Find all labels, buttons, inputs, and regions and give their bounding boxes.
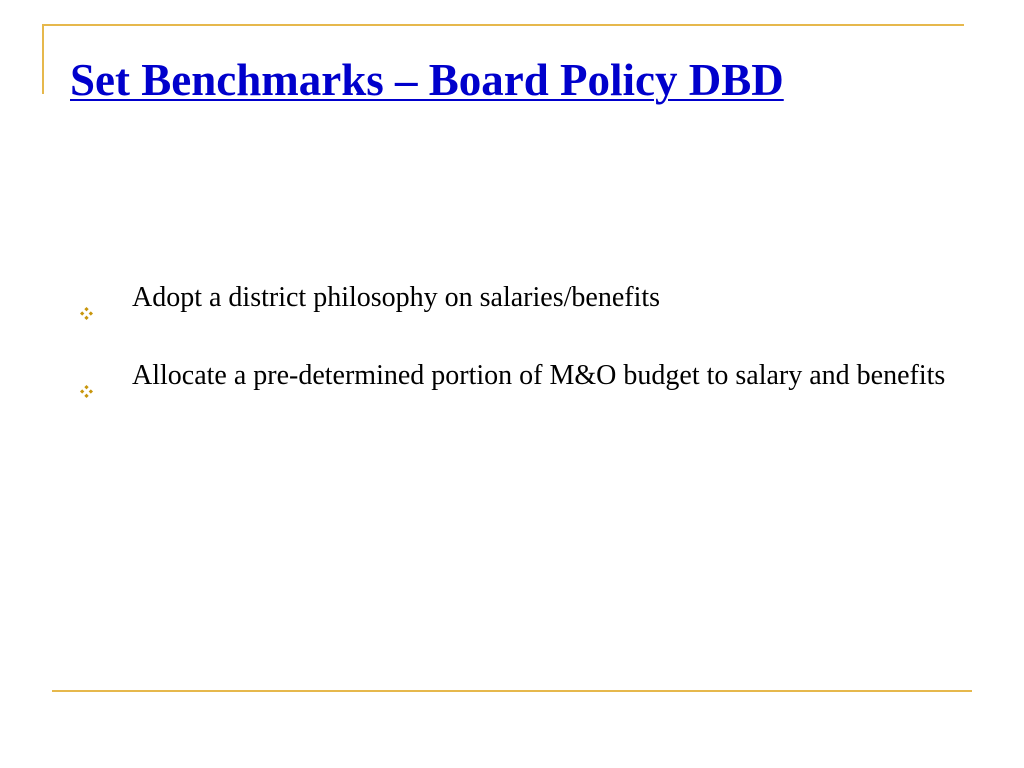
frame-bottom-line — [52, 690, 972, 692]
bullet-item — [80, 278, 960, 318]
bullet-text: Adopt a district philosophy on salaries/benefits — [132, 282, 661, 313]
slide-title: Set Benchmarks – Board Policy DBD — [70, 55, 784, 105]
bullet-item — [80, 356, 960, 396]
four-diamond-bullet-icon — [80, 292, 93, 305]
bullet-text: Allocate a pre-determined portion of M&O budget to salary and benefits — [132, 360, 946, 391]
frame-top-line — [42, 24, 964, 26]
bullet-list — [80, 278, 960, 434]
frame-left-line — [42, 24, 44, 94]
four-diamond-bullet-icon — [80, 370, 93, 383]
